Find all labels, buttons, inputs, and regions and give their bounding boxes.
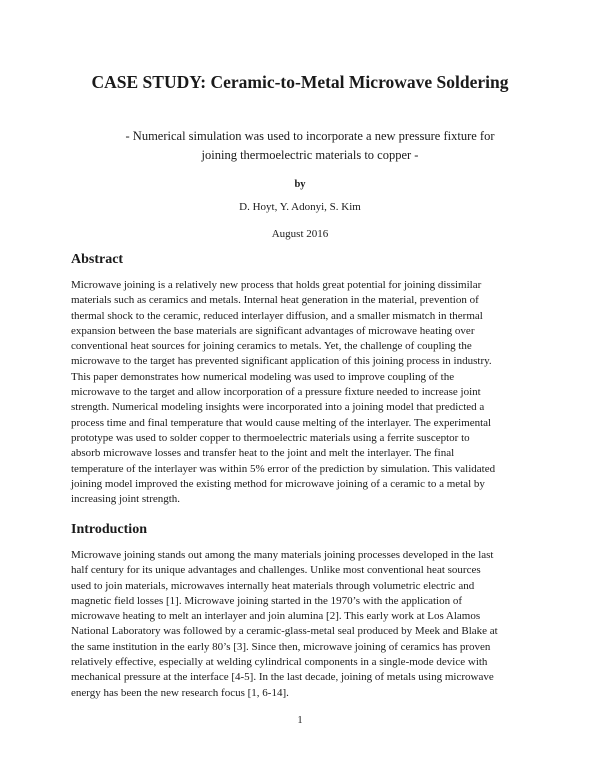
introduction-heading: Introduction bbox=[71, 522, 147, 537]
abstract-line: absorb microwave losses and transfer heat to the joint and melt the interlayer. The final bbox=[71, 447, 455, 460]
abstract-line: thermal shock to the ceramic, reduced interlayer diffusion, and a smaller mismatch in thermal bbox=[71, 309, 483, 322]
introduction-line: microwave heating to melt an interlayer and join alumina [2]. This early work at Los Alamos bbox=[71, 610, 481, 623]
introduction-body bbox=[71, 548, 531, 701]
abstract-line: strength. Numerical modeling insights were incorporated into a joining model that predicted a bbox=[71, 401, 485, 414]
abstract-heading: Abstract bbox=[71, 252, 124, 267]
publication-date: August 2016 bbox=[271, 228, 329, 240]
paper-title: CASE STUDY: Ceramic-to-Metal Microwave Soldering bbox=[91, 72, 509, 92]
introduction-line: magnetic field losses [1]. Microwave joining started in the 1970’s with the application of bbox=[71, 594, 463, 607]
introduction-line: the same institution in the early 80’s [3]. Since then, microwave joining of ceramics has proven bbox=[71, 640, 491, 653]
abstract-line: microwave to the target and allow incorporation of a pressure fixture needed to increase joint bbox=[71, 386, 481, 399]
abstract-line: materials such as ceramics and metals. Internal heat generation in the material, prevention of bbox=[71, 294, 479, 307]
abstract-line: conventional heat sources for joining ceramics to metals. Yet, the challenge of coupling the bbox=[71, 340, 472, 353]
subtitle-line: joining thermoelectric materials to copper - bbox=[201, 148, 419, 162]
introduction-line: half century for its unique advantages and challenges. Unlike most conventional heat sources bbox=[71, 564, 481, 577]
abstract-line: increasing joint strength. bbox=[71, 493, 181, 506]
abstract-line: process time and final temperature that would cause melting of the interlayer. The experimental bbox=[71, 416, 492, 429]
introduction-line: used to join materials, microwaves internally heat materials through volumetric electric and bbox=[71, 579, 475, 592]
abstract-line: Microwave joining is a relatively new process that holds great potential for joining dissimilar bbox=[71, 279, 482, 291]
abstract-line: joining model improved the existing method for microwave joining of a ceramic to a metal by bbox=[71, 477, 485, 490]
introduction-line: energy has been the new research focus [1, 6-14]. bbox=[71, 686, 289, 699]
abstract-line: prototype was used to solder copper to thermoelectric materials using a ferrite susceptor to bbox=[71, 431, 470, 444]
introduction-line: Microwave joining stands out among the many materials joining processes developed in the last bbox=[71, 549, 494, 561]
author-list: D. Hoyt, Y. Adonyi, S. Kim bbox=[239, 201, 361, 213]
introduction-line: relatively effective, especially at welding cylindrical components in a single-mode device with bbox=[71, 656, 488, 669]
subtitle-line: - Numerical simulation was used to incorporate a new pressure fixture for bbox=[125, 129, 495, 143]
abstract-line: temperature of the interlayer was within 5% error of the prediction by simulation. This validated bbox=[71, 462, 496, 475]
introduction-line: mechanical pressure at the interface [4-5]. In the last decade, joining of metals using microwave bbox=[71, 671, 494, 684]
page-number: 1 bbox=[297, 715, 303, 726]
abstract-line: This paper demonstrates how numerical modeling was used to improve coupling of the bbox=[71, 370, 455, 383]
abstract-body bbox=[71, 278, 531, 507]
abstract-line: microwave to the target has prevented significant application of this joining process in industry. bbox=[71, 355, 492, 368]
paper-subtitle bbox=[90, 127, 530, 165]
byline-label: by bbox=[294, 179, 306, 190]
abstract-line: expansion between the base materials are significant advantages of microwave heating over bbox=[71, 324, 475, 337]
introduction-line: National Laboratory was followed by a ceramic-glass-metal seal produced by Meek and Blake at bbox=[71, 625, 498, 638]
